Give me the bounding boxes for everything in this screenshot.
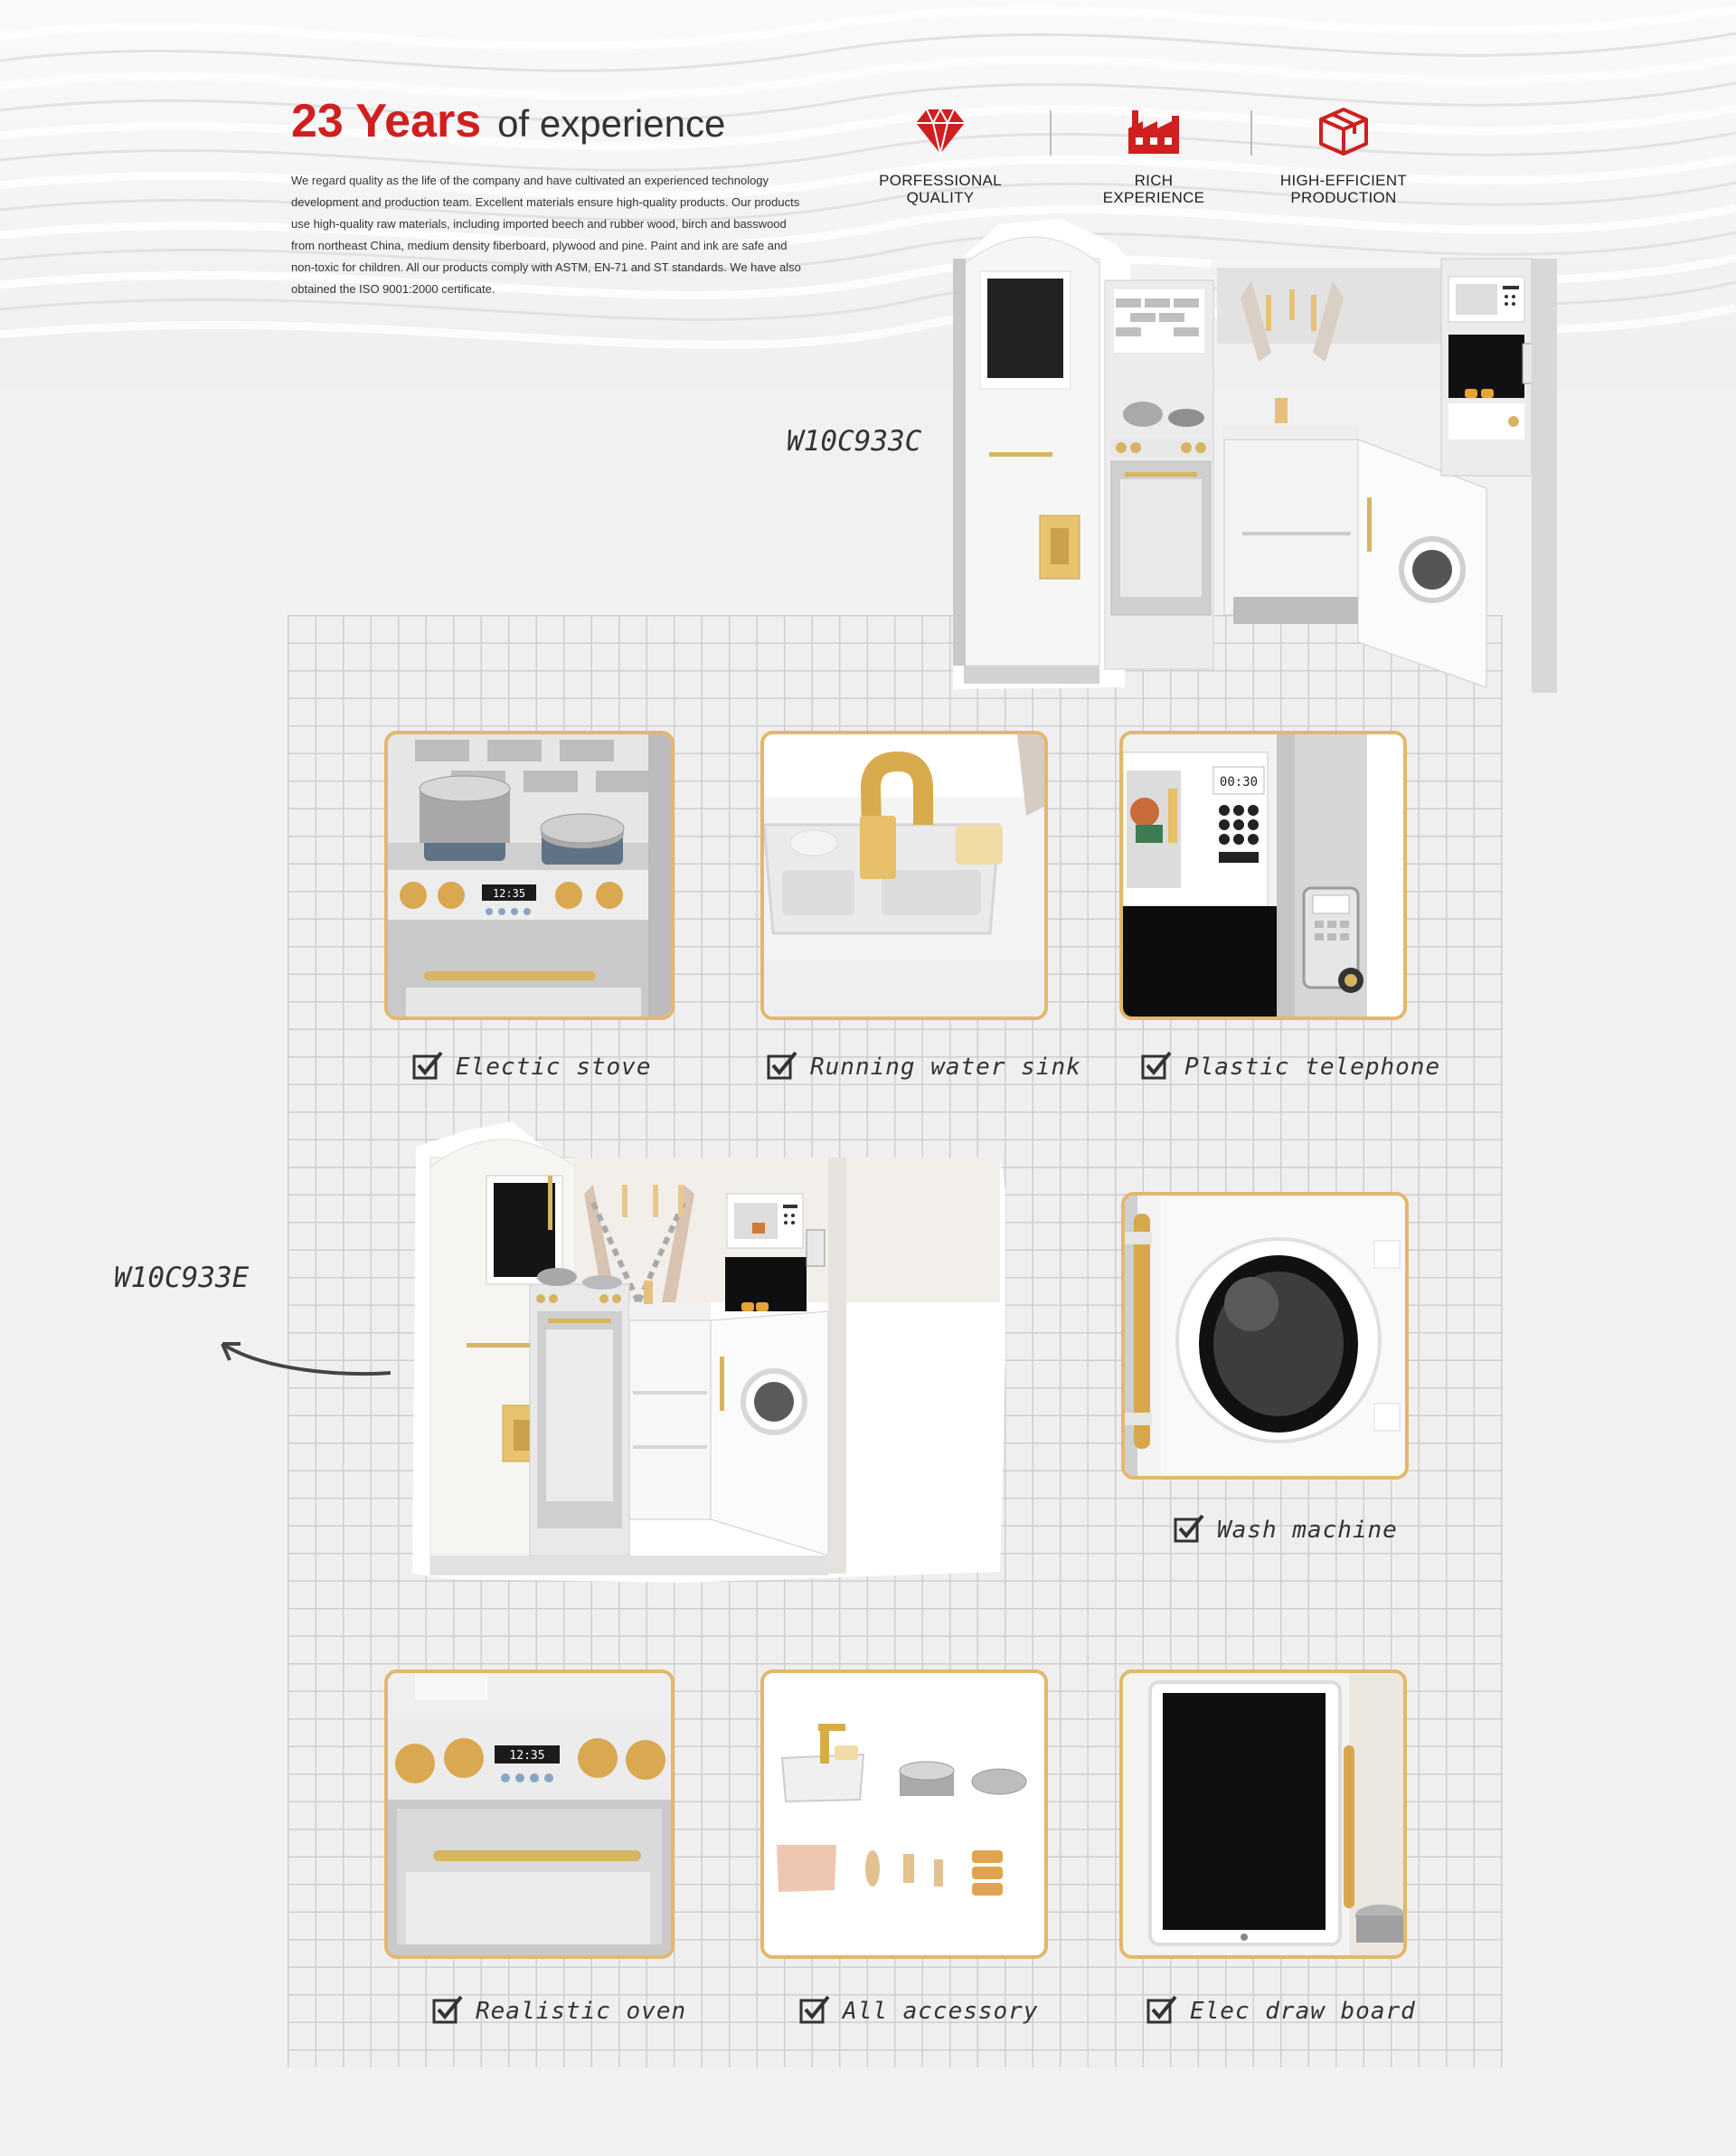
check-box-icon: [799, 1995, 830, 2024]
kitchen-w10c933c-image: [953, 217, 1568, 702]
model-code-w10c933e: W10C933E: [114, 1262, 250, 1294]
check-box-icon: [767, 1051, 797, 1080]
telephone-image: [1123, 734, 1403, 1017]
headline: [291, 94, 725, 148]
badge-quality: [841, 107, 1040, 206]
model-code-w10c933c: W10C933C: [787, 425, 922, 458]
badge-experience: [1054, 107, 1253, 206]
photo-wash-machine: [1121, 1192, 1409, 1480]
photo-elec-draw-board: [1119, 1669, 1407, 1959]
factory-icon: [1127, 107, 1181, 156]
caption-elec-draw-board: [1146, 1995, 1416, 2025]
caption-wash-machine: [1174, 1514, 1398, 1544]
photo-plastic-telephone: [1119, 731, 1407, 1020]
washer-image: [1125, 1196, 1405, 1476]
check-box-icon: [412, 1051, 443, 1080]
box-icon: [1316, 107, 1371, 156]
caption-all-accessory: [799, 1995, 1039, 2025]
oven-image: [388, 1673, 671, 1955]
caption-label: All accessory: [843, 1998, 1039, 2025]
divider: [1050, 110, 1052, 156]
stove-clock: 12:35: [492, 887, 526, 900]
caption-label: Running water sink: [810, 1054, 1081, 1081]
check-box-icon: [1174, 1514, 1204, 1543]
microwave-clock: 00:30: [1219, 775, 1259, 790]
badge-production: [1244, 107, 1443, 206]
sink-image: [764, 734, 1044, 1017]
draw-board-image: [1123, 1673, 1403, 1955]
caption-electric-stove: [412, 1051, 652, 1081]
photo-electric-stove: [384, 731, 675, 1020]
experience-subtitle: of experience: [497, 102, 726, 145]
diamond-icon: [913, 107, 967, 156]
accessories-image: [764, 1673, 1044, 1955]
photo-realistic-oven: [384, 1669, 675, 1959]
check-box-icon: [1146, 1995, 1177, 2024]
intro-paragraph: We regard quality as the life of the company and have cultivated an experienced technology development and production team. Excellent materials ensure high-quality products. Our products use high-quality raw materials, including imported beech and rubber wood, birch and basswood from northeast China, medium density fiberboard, plywood and pine. Paint and ink are safe and non-toxic for children. All our products comply with ASTM, EN-71 and ST standards. We have also obtained the ISO 9001:2000 certificate.: [291, 174, 801, 296]
caption-label: Realistic oven: [476, 1998, 687, 2025]
years-title: 23 Years: [291, 95, 482, 147]
check-box-icon: [1141, 1051, 1172, 1080]
caption-realistic-oven: [432, 1995, 686, 2025]
oven-clock: 12:35: [509, 1749, 545, 1763]
photo-all-accessory: [760, 1669, 1048, 1959]
badge-label: RICH EXPERIENCE: [1102, 172, 1205, 206]
caption-label: Electic stove: [456, 1054, 652, 1081]
badge-label: PORFESSIONAL QUALITY: [879, 172, 1002, 206]
caption-label: Elec draw board: [1190, 1998, 1416, 2025]
badge-label: HIGH-EFFICIENT PRODUCTION: [1279, 172, 1408, 206]
caption-running-water-sink: [767, 1051, 1081, 1081]
curved-arrow-icon: [210, 1326, 394, 1389]
caption-label: Wash machine: [1217, 1517, 1398, 1544]
stove-image: [388, 734, 671, 1017]
photo-water-sink: [760, 731, 1048, 1020]
check-box-icon: [432, 1995, 463, 2024]
kitchen-w10c933e-image: [412, 1121, 1005, 1592]
caption-label: Plastic telephone: [1184, 1054, 1441, 1081]
caption-plastic-telephone: [1141, 1051, 1440, 1081]
